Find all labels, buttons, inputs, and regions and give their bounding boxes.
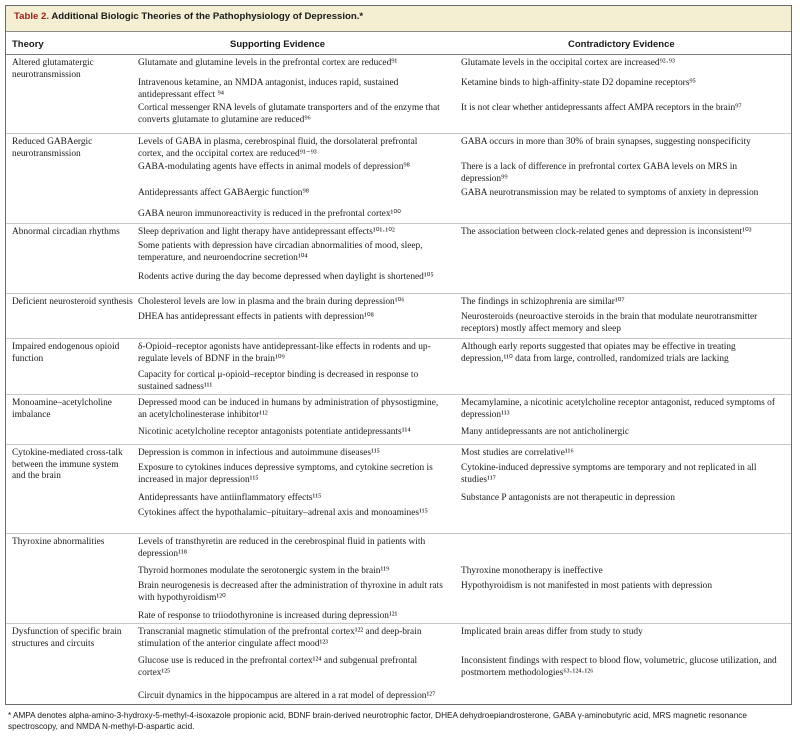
- theory-cell: Altered glutamatergic neurotransmission: [12, 58, 94, 80]
- contradictory-evidence-cell: The association between clock-related genes and depression is inconsistent¹⁰³: [461, 227, 752, 237]
- supporting-evidence-cell: Thyroid hormones modulate the serotonergic system in the brain¹¹⁹: [138, 566, 390, 576]
- supporting-evidence-cell: Rate of response to triiodothyronine is increased during depression¹²¹: [138, 611, 398, 621]
- contradictory-evidence-cell: Implicated brain areas differ from study to study: [461, 627, 643, 637]
- supporting-evidence-cell: Nicotinic acetylcholine receptor antagonists potentiate antidepressants¹¹⁴: [138, 427, 411, 437]
- contradictory-evidence-cell: Mecamylamine, a nicotinic acetylcholine receptor antagonist, reduced symptoms of depression¹¹³: [461, 398, 775, 420]
- supporting-evidence-cell: Circuit dynamics in the hippocampus are altered in a rat model of depression¹²⁷: [138, 691, 436, 701]
- contradictory-evidence-cell: There is a lack of difference in prefrontal cortex GABA levels on MRS in depression⁹⁹: [461, 162, 738, 184]
- table-footnote: * AMPA denotes alpha-amino-3-hydroxy-5-methyl-4-isoxazole propionic acid, BDNF brain-derived neurotrophic factor, DHEA dehydroepiandrosterone, GABA γ-aminobutyric acid, MRS magnetic resonance spectroscopy, and NMDA N-methyl-D-aspartic acid.: [8, 711, 747, 731]
- row-separator: [6, 623, 791, 624]
- supporting-evidence-cell: Levels of transthyretin are reduced in the cerebrospinal fluid in patients with depression¹¹⁸: [138, 537, 426, 559]
- supporting-evidence-cell: Cortical messenger RNA levels of glutamate transporters and of the enzyme that converts glutamate to glutamine are reduced⁹⁶: [138, 103, 440, 125]
- supporting-evidence-cell: Glucose use is reduced in the prefrontal cortex¹²⁴ and subgenual prefrontal cortex¹²⁵: [138, 656, 418, 678]
- header-supporting-evidence: Supporting Evidence: [230, 39, 326, 50]
- supporting-evidence-cell: Antidepressants have antiinflammatory effects¹¹⁵: [138, 493, 322, 503]
- supporting-evidence-cell: Transcranial magnetic stimulation of the prefrontal cortex¹²² and deep-brain stimulation of the anterior cingulate affect mood¹²³: [138, 627, 422, 649]
- header-theory: Theory: [12, 39, 44, 50]
- contradictory-evidence-cell: Hypothyroidism is not manifested in most patients with depression: [461, 581, 713, 591]
- supporting-evidence-cell: GABA neuron immunoreactivity is reduced in the prefrontal cortex¹⁰⁰: [138, 209, 401, 219]
- table-frame: [5, 5, 792, 705]
- theory-cell: Thyroxine abnormalities: [12, 537, 105, 547]
- supporting-evidence-cell: Glutamate and glutamine levels in the prefrontal cortex are reduced⁹¹: [138, 58, 398, 68]
- row-separator: [6, 533, 791, 534]
- row-separator: [6, 223, 791, 224]
- contradictory-evidence-cell: The findings in schizophrenia are similar¹⁰⁷: [461, 297, 625, 307]
- theory-cell: Abnormal circadian rhythms: [12, 227, 120, 237]
- contradictory-evidence-cell: GABA neurotransmission may be related to symptoms of anxiety in depression: [461, 188, 759, 198]
- theory-cell: Monoamine–acetylcholine imbalance: [12, 398, 112, 420]
- table-title: Additional Biologic Theories of the Pathophysiology of Depression.*: [49, 11, 364, 22]
- contradictory-evidence-cell: Ketamine binds to high-affinity-state D2 dopamine receptors⁹⁵: [461, 78, 696, 88]
- supporting-evidence-cell: Intravenous ketamine, an NMDA antagonist, induces rapid, sustained antidepressant effect ⁹⁴: [138, 78, 399, 100]
- contradictory-evidence-cell: Most studies are correlative¹¹⁶: [461, 448, 574, 458]
- contradictory-evidence-cell: Cytokine-induced depressive symptoms are temporary and not replicated in all studies¹¹⁷: [461, 463, 757, 485]
- contradictory-evidence-cell: GABA occurs in more than 30% of brain synapses, suggesting nonspecificity: [461, 137, 751, 147]
- supporting-evidence-cell: δ-Opioid–receptor agonists have antidepressant-like effects in rodents and up-regulate levels of BDNF in the brain¹⁰⁹: [138, 342, 431, 364]
- row-separator: [6, 394, 791, 395]
- supporting-evidence-cell: Exposure to cytokines induces depressive symptoms, and cytokine secretion is increased in major depression¹¹⁵: [138, 463, 433, 485]
- theory-cell: Reduced GABAergic neurotransmission: [12, 137, 93, 159]
- supporting-evidence-cell: Sleep deprivation and light therapy have antidepressant effects¹⁰¹·¹⁰²: [138, 227, 395, 237]
- table-caption: [6, 6, 791, 32]
- supporting-evidence-cell: Cholesterol levels are low in plasma and the brain during depression¹⁰⁶: [138, 297, 405, 307]
- theory-cell: Impaired endogenous opioid function: [12, 342, 120, 364]
- row-separator: [6, 293, 791, 294]
- row-separator: [6, 444, 791, 445]
- contradictory-evidence-cell: It is not clear whether antidepressants affect AMPA receptors in the brain⁹⁷: [461, 103, 742, 113]
- supporting-evidence-cell: GABA-modulating agents have effects in animal models of depression⁹⁸: [138, 162, 410, 172]
- supporting-evidence-cell: Depression is common in infectious and autoimmune diseases¹¹⁵: [138, 448, 380, 458]
- supporting-evidence-cell: Rodents active during the day become depressed when daylight is shortened¹⁰⁵: [138, 272, 434, 282]
- contradictory-evidence-cell: Neurosteroids (neuroactive steroids in the brain that modulate neurotransmitter receptors) mostly affect memory and sleep: [461, 312, 758, 334]
- supporting-evidence-cell: Antidepressants affect GABAergic function⁹⁸: [138, 188, 309, 198]
- header-rule: [6, 54, 791, 55]
- row-separator: [6, 133, 791, 134]
- theory-cell: Cytokine-mediated cross-talk between the immune system and the brain: [12, 448, 123, 482]
- theory-cell: Deficient neurosteroid synthesis: [12, 297, 133, 307]
- contradictory-evidence-cell: Glutamate levels in the occipital cortex are increased⁹²·⁹³: [461, 58, 675, 68]
- contradictory-evidence-cell: Although early reports suggested that opiates may be effective in treating depression,¹¹⁰ data from large, controlled, randomized trials are lacking: [461, 342, 736, 364]
- supporting-evidence-cell: Levels of GABA in plasma, cerebrospinal fluid, the dorsolateral prefrontal cortex, and the occipital cortex are reduced⁹¹⁻⁹³: [138, 137, 418, 159]
- row-separator: [6, 338, 791, 339]
- supporting-evidence-cell: Depressed mood can be induced in humans by administration of physostigmine, an acetylcholinesterase inhibitor¹¹²: [138, 398, 439, 420]
- contradictory-evidence-cell: Many antidepressants are not anticholinergic: [461, 427, 630, 437]
- supporting-evidence-cell: Cytokines affect the hypothalamic–pituitary–adrenal axis and monoamines¹¹⁵: [138, 508, 428, 518]
- theory-cell: Dysfunction of specific brain structures and circuits: [12, 627, 122, 649]
- contradictory-evidence-cell: Inconsistent findings with respect to blood flow, volumetric, glucose utilization, and postmortem methodologies⁶³·¹²⁴·¹²⁶: [461, 656, 777, 678]
- header-contradictory-evidence: Contradictory Evidence: [568, 39, 675, 50]
- contradictory-evidence-cell: Substance P antagonists are not therapeutic in depression: [461, 493, 675, 503]
- supporting-evidence-cell: DHEA has antidepressant effects in patients with depression¹⁰⁸: [138, 312, 374, 322]
- supporting-evidence-cell: Capacity for cortical μ-opioid–receptor binding is decreased in response to sustained sadness¹¹¹: [138, 370, 419, 392]
- supporting-evidence-cell: Some patients with depression have circadian abnormalities of mood, sleep, temperature, and neuroendocrine secretion¹⁰⁴: [138, 241, 423, 263]
- supporting-evidence-cell: Brain neurogenesis is decreased after the administration of thyroxine in adult rats with hypothyroidism¹²⁰: [138, 581, 443, 603]
- contradictory-evidence-cell: Thyroxine monotherapy is ineffective: [461, 566, 603, 576]
- table-number: Table 2.: [14, 11, 50, 22]
